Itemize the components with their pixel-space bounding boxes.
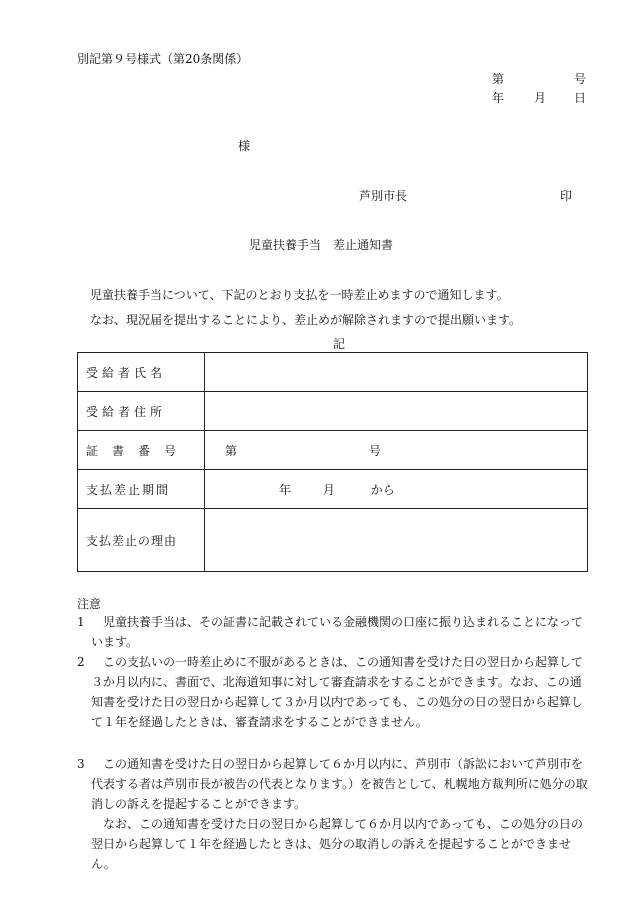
value-recipient-name <box>205 353 588 392</box>
sender-title: 芦別市長 <box>359 189 408 203</box>
table-row <box>78 431 588 470</box>
cert-suffix: 号 <box>368 443 381 458</box>
note-item-1 <box>77 612 592 652</box>
note-number: 3 <box>77 757 85 771</box>
note-text: この通知書を受けた日の翌日から起算して６か月以内に、芦別市（訴訟において芦別市を代表する者は芦別市長が被告の代表となります。）を被告として、札幌地方裁判所に処分の取消しの訴えを提起することができます。 <box>91 757 588 811</box>
table-row <box>78 470 588 509</box>
label-suspension-period: 支払差止期間 <box>78 470 205 509</box>
note-number: 1 <box>77 615 85 629</box>
note-number: 2 <box>77 655 85 669</box>
value-suspension-reason <box>205 509 588 572</box>
ki-heading: 記 <box>333 337 346 351</box>
intro-line-1: 児童扶養手当について、下記のとおり支払を一時差止めますので通知します。 <box>90 288 509 302</box>
cert-prefix: 第 <box>225 443 238 458</box>
form-id: 別記第９号様式（第20条関係） <box>77 52 249 66</box>
intro-line-2: なお、現況届を提出することにより、差止めが解除されますので提出願います。 <box>90 313 522 327</box>
value-suspension-period <box>205 470 588 509</box>
addressee-honorific: 様 <box>238 139 251 153</box>
date-day: 日 <box>573 91 586 105</box>
details-table <box>77 352 588 572</box>
note-text: 児童扶養手当は、その証書に記載されている金融機関の口座に振り込まれることになっています。 <box>91 615 584 649</box>
note-text-continued: なお、この通知書を受けた日の翌日から起算して６か月以内であっても、この処分の日の翌日から起算して１年を経過したときは、処分の取消しの訴えを提起することができません。 <box>91 817 583 871</box>
seal-mark: 印 <box>560 189 573 203</box>
notes-title: 注意 <box>77 597 102 611</box>
number-suffix: 号 <box>573 72 586 86</box>
value-certificate-number <box>205 431 588 470</box>
table-row <box>78 392 588 431</box>
label-suspension-reason: 支払差止の理由 <box>78 509 205 572</box>
label-certificate-number: 証書番号 <box>78 431 205 470</box>
value-recipient-address <box>205 392 588 431</box>
date-year: 年 <box>492 91 505 105</box>
period-year: 年 <box>279 482 292 497</box>
document-title: 児童扶養手当 差止通知書 <box>249 238 394 252</box>
table-row <box>78 509 588 572</box>
label-recipient-address: 受給者住所 <box>78 392 205 431</box>
period-from: から <box>370 482 395 497</box>
note-text: この支払いの一時差止めに不服があるときは、この通知書を受けた日の翌日から起算して３か月以内に、書面で、北海道知事に対して審査請求をすることができます。なお、この通知書を受けた日の翌日から起算して３か月以内であっても、この処分の日の翌日から起算して１年を経過したときは、審査請求をすることができません。 <box>91 655 584 729</box>
date-month: 月 <box>534 91 547 105</box>
document-number <box>492 70 586 87</box>
period-month: 月 <box>322 482 335 497</box>
note-item-3 <box>77 754 592 874</box>
number-prefix: 第 <box>492 72 505 86</box>
table-row <box>78 353 588 392</box>
issue-date <box>492 89 586 106</box>
label-recipient-name: 受給者氏名 <box>78 353 205 392</box>
note-item-2 <box>77 652 592 732</box>
